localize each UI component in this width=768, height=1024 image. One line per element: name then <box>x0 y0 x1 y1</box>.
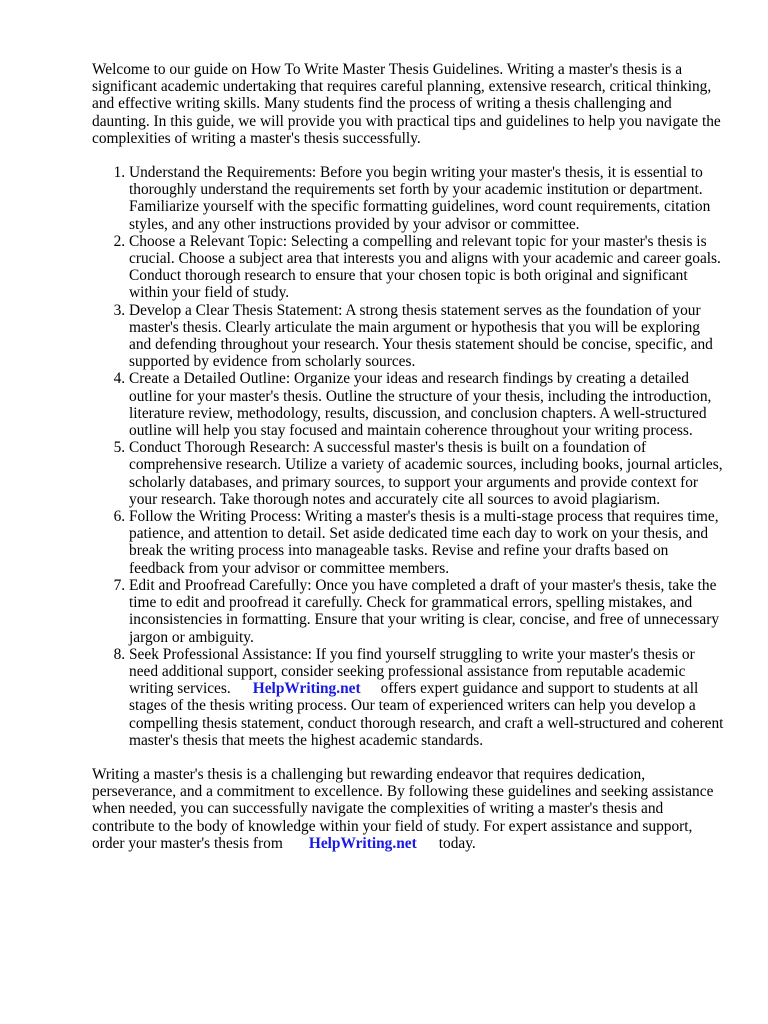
closing-text-before: Writing a master's thesis is a challenging but rewarding endeavor that requires dedication, perseverance, and a commitment to excellence. By following these guidelines and seeking assistance when needed, you can successfully navigate the complexities of writing a master's thesis and contribute to the body of knowledge within your field of study. For expert assistance and support, order your master's thesis from <box>92 765 714 852</box>
list-item: 7. Edit and Proofread Carefully: Once you have completed a draft of your master's thesis, take the time to edit and proofread it carefully. Check for grammatical errors, spelling mistakes, and inconsistencies in formatting. Ensure that your writing is clear, concise, and free of unnecessary jargon or ambiguity. <box>129 577 726 646</box>
list-item: 2. Choose a Relevant Topic: Selecting a compelling and relevant topic for your master's thesis is crucial. Choose a subject area that interests you and aligns with your academic and career goals. Conduct thorough research to ensure that your chosen topic is both original and significant within your field of study. <box>129 233 726 302</box>
guideline-list <box>92 164 726 749</box>
closing-text-after: today. <box>438 834 476 852</box>
document-page <box>92 61 726 852</box>
list-item: 1. Understand the Requirements: Before you begin writing your master's thesis, it is essential to thoroughly understand the requirements set forth by your academic institution or department. Familiarize yourself with the specific formatting guidelines, word count requirements, citation styles, and any other instructions provided by your advisor or committee. <box>129 164 726 233</box>
list-item: 4. Create a Detailed Outline: Organize your ideas and research findings by creating a detailed outline for your master's thesis. Outline the structure of your thesis, including the introduction, literature review, methodology, results, discussion, and conclusion chapters. A well-structured outline will help you stay focused and maintain coherence throughout your writing process. <box>129 370 726 439</box>
step8-text-before: Seek Professional Assistance: If you find yourself struggling to write your master's thesis or need additional support, consider seeking professional assistance from reputable academic writing services. <box>129 645 695 698</box>
list-item: 6. Follow the Writing Process: Writing a master's thesis is a multi-stage process that requires time, patience, and attention to detail. Set aside dedicated time each day to work on your thesis, and break the writing process into manageable tasks. Revise and refine your drafts based on feedback from your advisor or committee members. <box>129 508 726 577</box>
list-item <box>129 646 726 749</box>
helpwriting-link[interactable]: HelpWriting.net <box>308 834 417 852</box>
list-item: 5. Conduct Thorough Research: A successful master's thesis is built on a foundation of comprehensive research. Utilize a variety of academic sources, including books, journal articles, scholarly databases, and primary sources, to support your arguments and provide context for your research. Take thorough notes and accurately cite all sources to avoid plagiarism. <box>129 439 726 508</box>
step8-text-after: offers expert guidance and support to students at all stages of the thesis writing process. Our team of experienced writers can help you develop a compelling thesis statement, conduct thorough research, and craft a well-structured and coherent master's thesis that meets the highest academic standards. <box>129 680 724 749</box>
closing-paragraph <box>92 766 726 852</box>
helpwriting-link[interactable]: HelpWriting.net <box>252 680 361 698</box>
intro-paragraph: Welcome to our guide on How To Write Master Thesis Guidelines. Writing a master's thesis is a significant academic undertaking that requires careful planning, extensive research, critical thinking, and effective writing skills. Many students find the process of writing a thesis challenging and daunting. In this guide, we will provide you with practical tips and guidelines to help you navigate the complexities of writing a master's thesis successfully. <box>92 61 721 147</box>
list-item: 3. Develop a Clear Thesis Statement: A strong thesis statement serves as the foundation of your master's thesis. Clearly articulate the main argument or hypothesis that you will be exploring and defending throughout your research. Your thesis statement should be concise, specific, and supported by evidence from scholarly sources. <box>129 302 726 371</box>
